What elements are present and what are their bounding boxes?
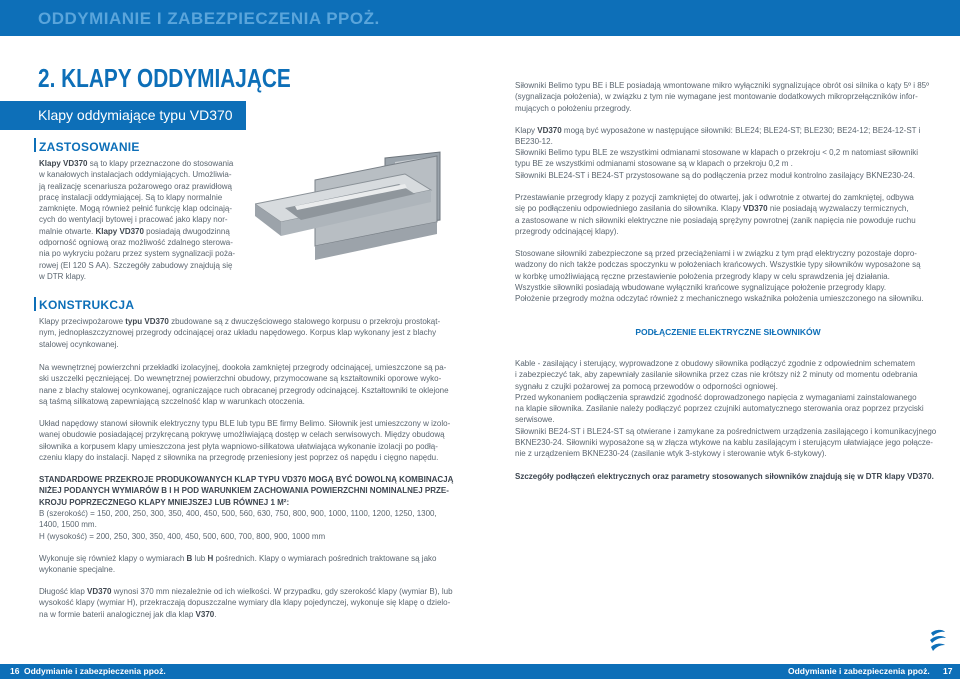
zastosowanie-line: Klapy VD370 są to klapy przeznaczone do stosowania [39, 159, 234, 168]
right-page-number: 17 [943, 666, 953, 676]
zastosowanie-line: zamknięte. Mogą również pełnić funkcję klap odcinają- [39, 204, 232, 214]
zastosowanie-line: pracę instalacji oddymiającej. Są to klapy normalnie [39, 192, 223, 202]
zastosowanie-line: cych do wentylacji bytowej i pracować jako klapy nor- [39, 215, 228, 225]
konstrukcja-p4: Wykonuje się również klapy o wymiarach B lub H pośrednich. Klapy o wymiarach pośrednich traktowane są jako wykonanie specjalne. [39, 554, 437, 575]
section-marker [34, 297, 36, 311]
right-p5: Stosowane siłowniki zabezpieczone są przed przeciążeniami i w związku z tym prąd elektryczny pozostaje dopro- wadzony do nich także podczas spoczynku w położeniach krańcowych. Wszystkie typy siłowników wyposażone są w korbkę umożliwiającą ręczne przestawienie położenia przegrody klapy w celu sprawdzenia jej działania. Wszystkie siłowniki posiadają wbudowane wyłączniki krańcowe sygnalizujące położenie przegrody klapy. Położenie przegrody można odczytać również z mechanicznego wskaźnika położenia umieszczonego na siłowniku. [515, 249, 924, 304]
konstrukcja-p2: Na wewnętrznej powierzchni przekładki izolacyjnej, dookoła zamkniętej przegrody odcinającej, umieszczone są pa- ski uszczelki pęczniejącej. Do wewnętrznej powierzchni obudowy, przymocowane są kształtowniki oporowe wyko- nane z blachy stalowej ocynkowanej, ograniczające ruch obracanej przegrody odcinającej. Kształtowniki te oklejone są taśmą silikatową zapewniającą szczelność klap w warunkach otoczenia. [39, 363, 449, 406]
zastosowanie-text [39, 158, 249, 282]
zastosowanie-line: rowej (EI 120 S AA). Szczegóły zabudowy znajdują się [39, 260, 233, 270]
right-p2: Klapy VD370 mogą być wyposażone w następujące siłowniki: BLE24; BLE24-ST; BLE230; BE24-12; BE24-12-ST i BE230-12. [515, 126, 921, 147]
header-bar [0, 0, 960, 36]
zastosowanie-line: nia po wykryciu pożaru przez system sygnalizacji poża- [39, 249, 236, 259]
konstrukcja-p1: Klapy przeciwpożarowe typu VD370 zbudowane są z dwuczęściowego stalowego korpusu o przekroju prostokąt- nym, jednopłaszczyznowej przegrody odcinającej oraz układu napędowego. Korpus klap wykonany jest z blachy stalowej ocynkowanej. [39, 317, 441, 349]
konstrukcja-p5: Długość klap VD370 wynosi 370 mm niezależnie od ich wielkości. W przypadku, gdy szerokość klapy (wymiar B), lub wysokość klapy (wymiar H), przekraczają dopuszczalne wymiary dla klapy pojedynczej, wykonuje się klapę o dzielo- na w formie baterii analogicznej jak dla klap V370. [39, 587, 453, 619]
damper-image [255, 150, 500, 292]
standard-sizes-heading: STANDARDOWE PRZEKROJE PRODUKOWANYCH KLAP TYPU VD370 MOGĄ BYĆ DOWOLNĄ KOMBINACJĄ NIŻEJ PODANYCH WYMIARÓW B I H POD WARUNKIEM ZACHOWANIA POWIERZCHNI NOMINALNEJ PRZE- KROJU POPRZECZNEGO KLAPY MNIEJSZEJ LUB RÓWNEJ 1 M²: [39, 475, 454, 507]
right-p3: Siłowniki Belimo typu BLE ze wszystkimi odmianami stosowane w klapach o przekroju < 0,2 m natomiast siłowniki typu BE ze wszystkimi odmianami stosowane są w klapach o przekroju 0,2 m . Siłowniki BLE24-ST i BE24-ST przystosowane są do podłączenia przez moduł kontrolno zasilający BKNE230-24. [515, 148, 919, 180]
product-name: Klapy VD370 [39, 159, 88, 168]
konstrukcja-heading: KONSTRUKCJA [39, 298, 135, 312]
right-p4: Przestawianie przegrody klapy z pozycji zamkniętej do otwartej, jak i odwrotnie z otwartej do zamkniętej, odbywa się po podłączeniu odpowiedniego zasilania do siłownika. Klapy VD370 nie posiadają wyzwalaczy termicznych, a zastosowane w nich siłowniki elektryczne nie posiadają sprężyny powrotnej (zanik napięcia nie powoduje ruchu przegrody odcinającej klapy). [515, 193, 916, 236]
section-marker [34, 138, 36, 152]
right-p1: Siłowniki Belimo typu BE i BLE posiadają wmontowane mikro wyłączniki sygnalizujące obrót osi silnika o kąty 5º i 85º (sygnalizacja położenia), w związku z tym nie wymagane jest montowanie dodatkowych mikroprzełączników infor- mujących o położeniu przegrody. [515, 81, 930, 113]
left-page-number: 16 [10, 666, 20, 676]
zastosowanie-line: ją realizację scenariusza pożarowego oraz prawidłową [39, 181, 232, 191]
zastosowanie-line: w DTR klapy. [39, 271, 86, 281]
zastosowanie-line: w kanałowych instalacjach oddymiających. Umożliwia- [39, 170, 232, 180]
konstrukcja-p3: Układ napędowy stanowi siłownik elektryczny typu BLE lub typu BE firmy Belimo. Siłownik jest umieszczony w izolo- wanej obudowie posiadającej przykręcaną pokrywę umożliwiającą dostęp w celach serwisowych. Między obudową siłownika a korpusem klapy umieszczona jest płyta wapniowo-silikatowa ułatwiająca wykonanie izolacji po podłą- czeniu klapy do instalacji. Napęd z siłownika na przegrodę przeniesiony jest poprzez oś napędu i cięgno napędu. [39, 419, 451, 462]
electrical-heading: PODŁĄCZENIE ELEKTRYCZNE SIŁOWNIKÓW [635, 327, 821, 337]
right-footer-title: Oddymianie i zabezpieczenia ppoż. [788, 666, 930, 676]
brand-logo-icon [929, 627, 947, 653]
standard-sizes-values [39, 508, 459, 542]
zastosowanie-line: malnie otwarte. Klapy VD370 posiadają dwugodzinną [39, 226, 230, 236]
width-values-cont: 1400, 1500 mm. [39, 520, 97, 530]
right-p6: Kable - zasilający i sterujący, wyprowadzone z obudowy siłownika podłączyć zgodnie z odpowiednim schematem i zabezpieczyć tak, aby zapewniały zasilanie siłownika przez czas nie krótszy niż 2 minuty od momentu odebrania sygnału z czujki pożarowej za pomocą przewodów o odporności ogniowej. Przed wykonaniem podłączenia sprawdzić zgodność doprowadzonego napięcia z wymaganiami zainstalowanego na klapie siłownika. Zasilanie należy podłączyć poprzez czujniki automatycznego sterowania oraz poprzez przyciski serwisowe. Siłowniki BE24-ST i BLE24-ST są otwierane i zamykane za pośrednictwem urządzenia zasilającego i komunikacyjnego BKNE230-24. Siłowniki wyposażone są w złącza wtykowe na kablu zasilającym i sterującym ułatwiające jego połącze- nie z urządzeniem BKNE230-24 (zasilanie wtyk 3-stykowy i sterowanie wtyk 6-stykowy). [515, 359, 937, 459]
zastosowanie-heading: ZASTOSOWANIE [39, 140, 140, 154]
chapter-title: 2. KLAPY ODDYMIAJĄCE [38, 63, 291, 93]
chapter-subtitle: Klapy oddymiające typu VD370 [38, 107, 233, 123]
width-values: B (szerokość) = 150, 200, 250, 300, 350, 400, 450, 500, 560, 630, 750, 800, 900, 1000, 1100, 1200, 1250, 1300, [39, 509, 437, 518]
height-values: H (wysokość) = 200, 250, 300, 350, 400, 450, 500, 600, 700, 800, 900, 1000 mm [39, 531, 326, 541]
section-title: ODDYMIANIE I ZABEZPIECZENIA PPOŻ. [38, 9, 380, 28]
footer-bar [0, 664, 960, 679]
right-p7: Szczegóły podłączeń elektrycznych oraz parametry stosowanych siłowników znajdują się w DTR klapy VD370. [515, 472, 934, 481]
left-footer-title: Oddymianie i zabezpieczenia ppoż. [24, 666, 166, 676]
zastosowanie-line: odporność ogniową oraz możliwość zdalnego sterowa- [39, 238, 233, 248]
